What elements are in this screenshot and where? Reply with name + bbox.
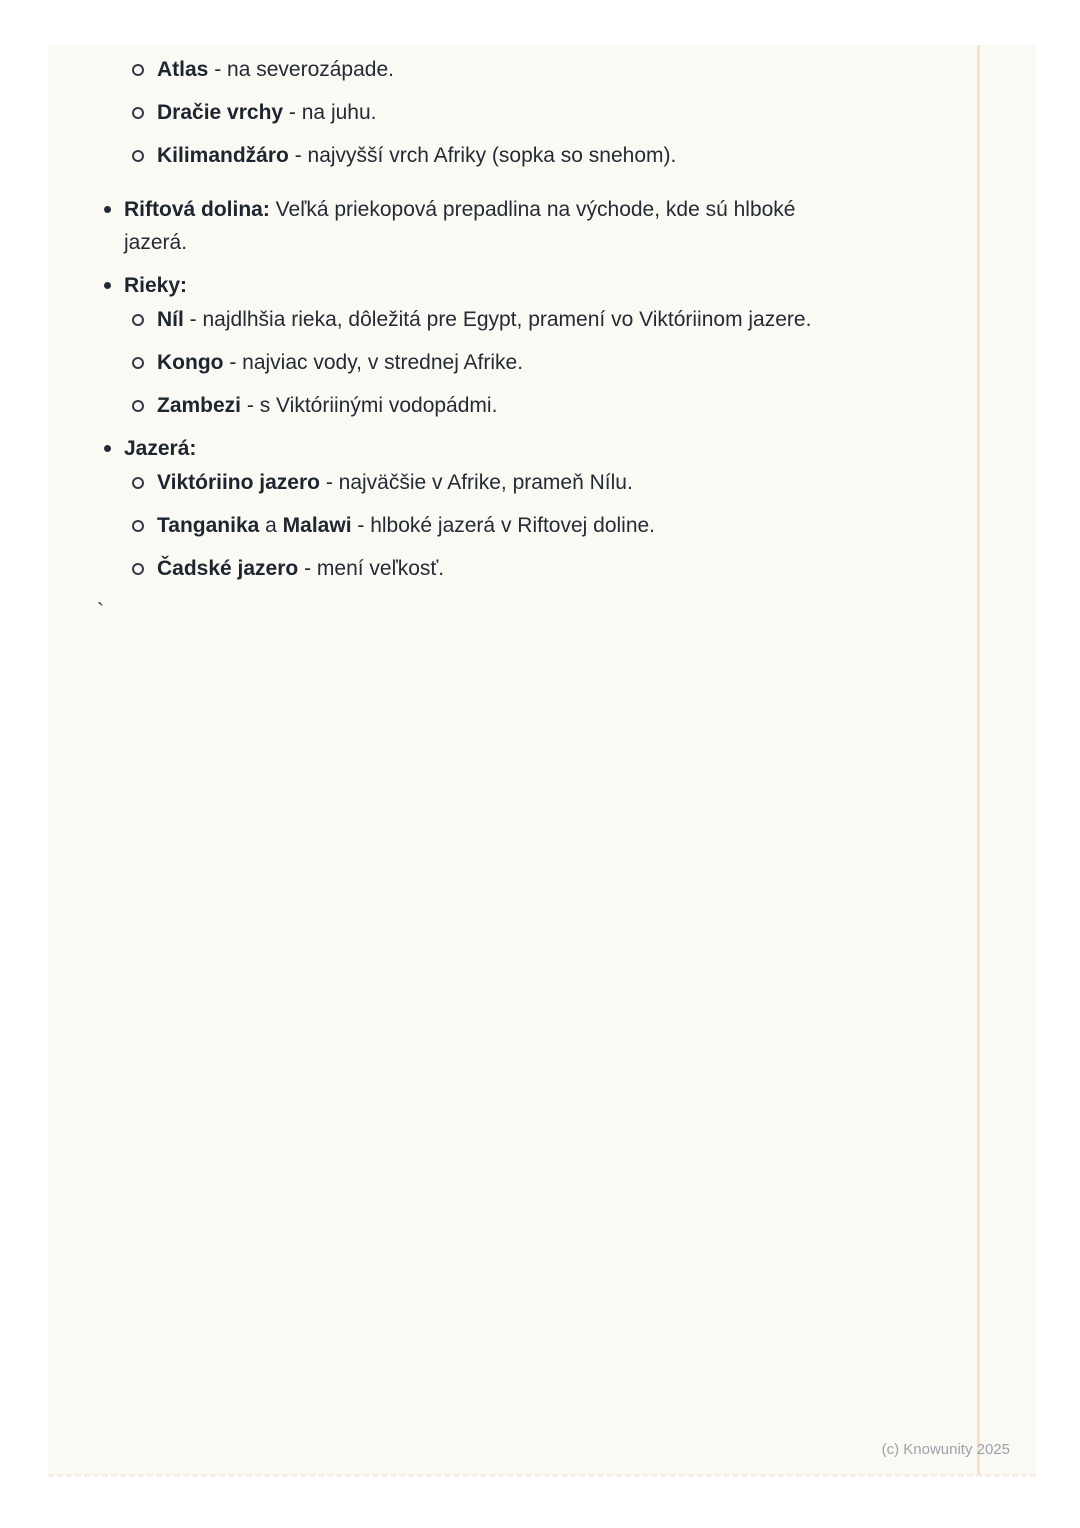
list-item-text bbox=[157, 101, 377, 124]
list-item-text bbox=[157, 144, 676, 167]
bold-term: Kilimandžáro bbox=[157, 144, 289, 167]
bold-term: Rieky: bbox=[124, 274, 188, 297]
plain-text: - mení veľkosť. bbox=[298, 557, 445, 580]
copyright-footer: (c) Knowunity 2025 bbox=[881, 1441, 1010, 1458]
main-list bbox=[48, 193, 977, 585]
list-item-text bbox=[124, 193, 814, 259]
list-item bbox=[48, 269, 890, 422]
list-item bbox=[48, 139, 917, 172]
list-item-text bbox=[157, 58, 394, 81]
plain-text: - najväčšie v Afrike, prameň Nílu. bbox=[320, 471, 633, 494]
bold-term: Zambezi bbox=[157, 394, 242, 417]
list-item bbox=[124, 466, 890, 499]
bold-term: Viktóriino jazero bbox=[157, 471, 320, 494]
circle-bullet-icon bbox=[132, 520, 144, 532]
list-item bbox=[48, 53, 917, 86]
rivers-sublist bbox=[124, 303, 890, 422]
circle-bullet-icon bbox=[132, 314, 144, 326]
plain-text: - najvyšší vrch Afriky (sopka so snehom). bbox=[288, 144, 677, 167]
bold-term: Kongo bbox=[157, 351, 224, 374]
bold-term: Malawi bbox=[282, 514, 352, 537]
plain-text: - najviac vody, v strednej Afrike. bbox=[223, 351, 524, 374]
stray-character: ` bbox=[97, 600, 104, 623]
page-margin-line bbox=[977, 45, 980, 1475]
plain-text: - na juhu. bbox=[283, 101, 377, 124]
disc-bullet-icon bbox=[104, 206, 111, 213]
mountains-sublist bbox=[48, 53, 977, 172]
bold-term: Níl bbox=[157, 308, 184, 331]
plain-text: - na severozápade. bbox=[208, 58, 394, 81]
list-item bbox=[124, 303, 890, 336]
list-item bbox=[48, 432, 890, 585]
bold-term: Jazerá: bbox=[124, 437, 197, 460]
circle-bullet-icon bbox=[132, 563, 144, 575]
disc-bullet-icon bbox=[104, 282, 111, 289]
plain-text: - najdlhšia rieka, dôležitá pre Egypt, pramení vo Viktóriinom jazere. bbox=[183, 308, 812, 331]
plain-text: a bbox=[259, 514, 283, 537]
lakes-sublist bbox=[124, 466, 890, 585]
list-item-text bbox=[157, 308, 811, 331]
circle-bullet-icon bbox=[132, 477, 144, 489]
list-item-text bbox=[157, 514, 655, 537]
list-item-text bbox=[157, 394, 497, 417]
circle-bullet-icon bbox=[132, 400, 144, 412]
list-item bbox=[48, 193, 890, 259]
circle-bullet-icon bbox=[132, 107, 144, 119]
list-item bbox=[48, 96, 917, 129]
circle-bullet-icon bbox=[132, 150, 144, 162]
list-item-text bbox=[124, 432, 196, 465]
list-item bbox=[124, 389, 890, 422]
bold-term: Riftová dolina: bbox=[124, 198, 270, 221]
bold-term: Atlas bbox=[157, 58, 209, 81]
bold-term: Čadské jazero bbox=[157, 557, 299, 580]
disc-bullet-icon bbox=[104, 445, 111, 452]
list-item bbox=[124, 552, 890, 585]
page-content bbox=[48, 53, 977, 628]
plain-text: - hlboké jazerá v Riftovej doline. bbox=[351, 514, 656, 537]
notes-page bbox=[48, 45, 1036, 1475]
circle-bullet-icon bbox=[132, 64, 144, 76]
bold-term: Dračie vrchy bbox=[157, 101, 284, 124]
list-item-text bbox=[157, 471, 633, 494]
list-item bbox=[124, 509, 890, 542]
circle-bullet-icon bbox=[132, 357, 144, 369]
list-item-text bbox=[157, 557, 444, 580]
bold-term: Tanganika bbox=[157, 514, 260, 537]
plain-text: Veľká priekopová prepadlina na východe, kde sú hlboké jazerá. bbox=[124, 198, 796, 254]
plain-text: - s Viktóriinými vodopádmi. bbox=[241, 394, 498, 417]
list-item-text bbox=[157, 351, 523, 374]
list-item bbox=[124, 346, 890, 379]
list-item-text bbox=[124, 269, 187, 302]
